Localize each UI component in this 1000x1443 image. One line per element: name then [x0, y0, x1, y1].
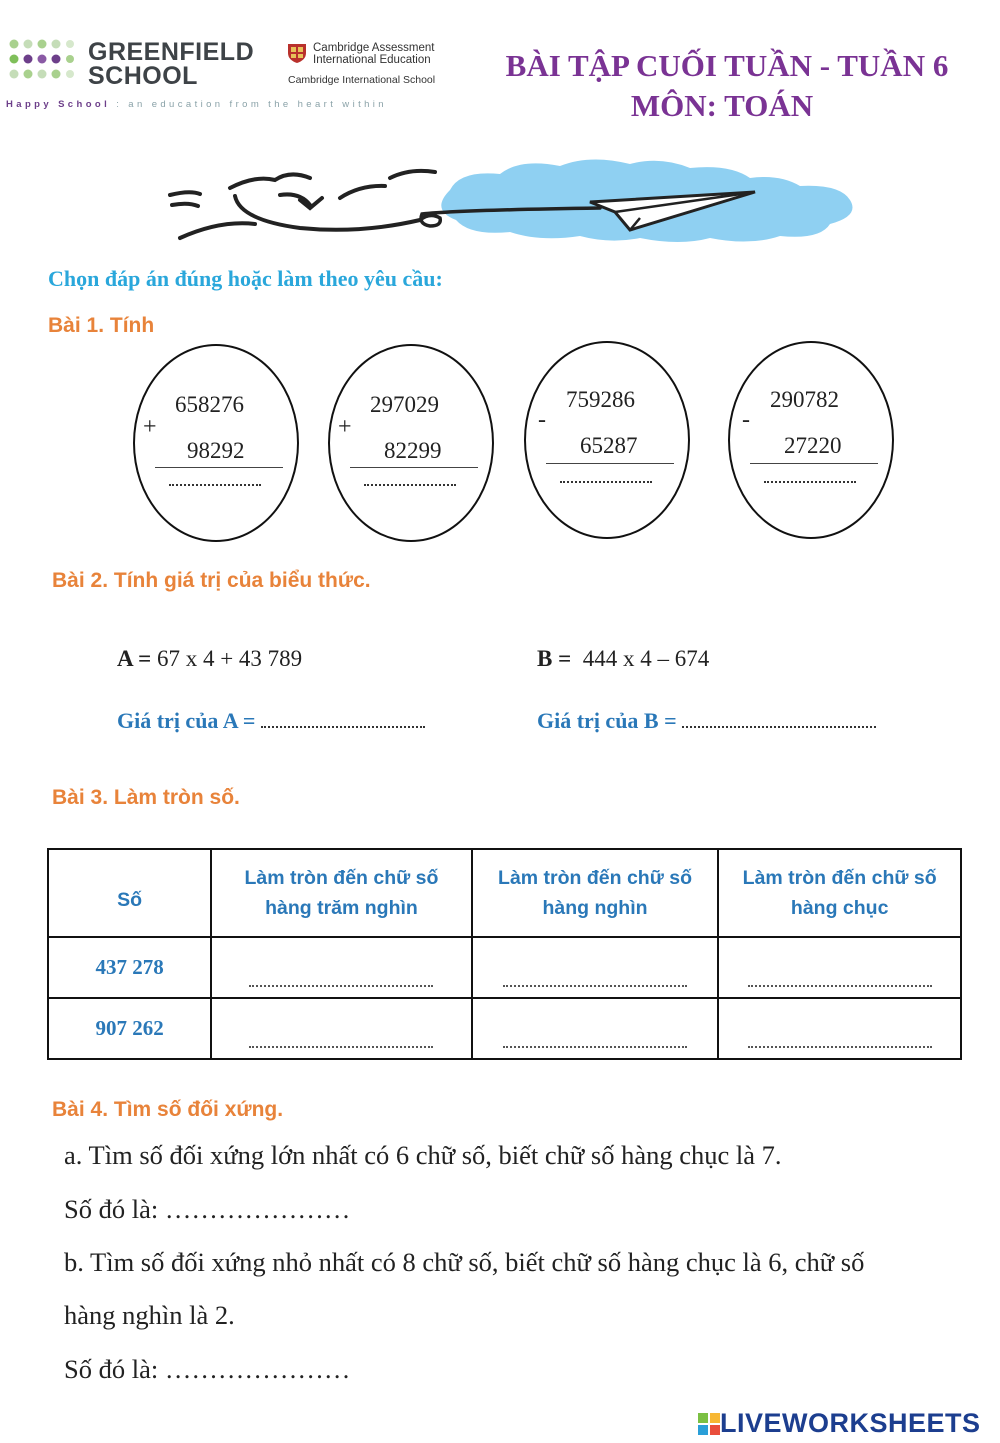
answer-blank[interactable]	[249, 985, 433, 987]
tagline-pre: Happy School	[6, 99, 111, 110]
bai4-answer-b[interactable]: Số đó là: …………………	[64, 1354, 351, 1384]
column-header-tens: Làm tròn đến chữ số hàng chục	[718, 849, 961, 937]
operand-bottom: 27220	[784, 433, 842, 458]
cambridge-line3: Cambridge International School	[288, 74, 436, 86]
liveworksheets-text: LIVEWORKSHEETS	[720, 1408, 981, 1438]
paper-plane-cloud-illustration	[160, 150, 920, 250]
bai4-question-a: a. Tìm số đối xứng lớn nhất có 6 chữ số, biết chữ số hàng chục là 7.	[64, 1140, 782, 1170]
minus-sign: -	[742, 407, 750, 433]
bai4-heading: Bài 4. Tìm số đối xứng.	[52, 1098, 284, 1121]
row-number: 437 278	[48, 937, 211, 998]
operand-top: 658276	[175, 392, 244, 417]
bai4-question-b-line2: hàng nghìn là 2.	[64, 1300, 235, 1330]
answer-cell[interactable]	[211, 998, 472, 1059]
bai2-heading: Bài 2. Tính giá trị của biểu thức.	[52, 569, 371, 592]
bai1-problem-1	[133, 344, 299, 542]
row-number: 907 262	[48, 998, 211, 1059]
bai3-heading: Bài 3. Làm tròn số.	[52, 786, 240, 809]
value-a-row	[117, 708, 425, 734]
cambridge-line2: International Education	[313, 54, 431, 66]
answer-blank[interactable]	[748, 1046, 932, 1048]
school-tagline	[6, 99, 387, 110]
column-header-thousands: Làm tròn đến chữ số hàng nghìn	[472, 849, 719, 937]
column-header-hundred-thousands: Làm tròn đến chữ số hàng trăm nghìn	[211, 849, 472, 937]
operand-bottom: 98292	[187, 438, 245, 463]
rounding-table	[47, 848, 962, 1060]
cambridge-line1: Cambridge Assessment	[313, 42, 435, 54]
liveworksheets-icon	[698, 1413, 720, 1435]
school-name-line1: GREENFIELD	[88, 38, 255, 66]
answer-blank[interactable]	[560, 481, 652, 483]
bai1-heading: Bài 1. Tính	[48, 314, 155, 337]
bai1-problem-4	[728, 341, 894, 539]
answer-blank[interactable]	[503, 985, 687, 987]
bai1-problem-2	[328, 344, 494, 542]
school-logo-dots	[8, 38, 74, 82]
sum-rule	[350, 467, 478, 468]
expression-b-body: 444 x 4 – 674	[582, 646, 710, 671]
expression-b	[537, 646, 709, 672]
answer-blank[interactable]	[764, 481, 856, 483]
expression-a-label: A =	[117, 646, 152, 671]
answer-blank[interactable]	[249, 1046, 433, 1048]
expression-a	[117, 646, 302, 672]
liveworksheets-logo	[698, 1408, 981, 1439]
worksheet-title: BÀI TẬP CUỐI TUẦN - TUẦN 6	[505, 48, 949, 83]
value-b-blank[interactable]	[682, 710, 876, 728]
answer-blank[interactable]	[748, 985, 932, 987]
value-b-row	[537, 708, 876, 734]
school-name	[88, 40, 254, 88]
cambridge-text	[313, 42, 434, 66]
value-b-label: Giá trị của B =	[537, 708, 677, 733]
table-row	[48, 998, 961, 1059]
tagline-post: : an education from the heart within	[116, 99, 387, 110]
sum-rule	[546, 463, 674, 464]
operand-top: 297029	[370, 392, 439, 417]
operand-top: 759286	[566, 387, 635, 412]
answer-cell[interactable]	[718, 998, 961, 1059]
answer-blank[interactable]	[503, 1046, 687, 1048]
instruction-text: Chọn đáp án đúng hoặc làm theo yêu cầu:	[48, 266, 443, 291]
answer-cell[interactable]	[472, 998, 719, 1059]
table-header-row	[48, 849, 961, 937]
bai4-question-b-line1: b. Tìm số đối xứng nhỏ nhất có 8 chữ số, biết chữ số hàng chục là 6, chữ số	[64, 1247, 865, 1277]
answer-cell[interactable]	[718, 937, 961, 998]
answer-cell[interactable]	[472, 937, 719, 998]
plus-sign: +	[143, 414, 157, 440]
value-a-label: Giá trị của A =	[117, 708, 256, 733]
bai4-answer-a[interactable]: Số đó là: …………………	[64, 1194, 351, 1224]
expression-a-body: 67 x 4 + 43 789	[156, 646, 303, 671]
sum-rule	[750, 463, 878, 464]
answer-blank[interactable]	[364, 484, 456, 486]
subject-title: MÔN: TOÁN	[630, 88, 814, 123]
answer-blank[interactable]	[169, 484, 261, 486]
bai1-problem-3	[524, 341, 690, 539]
plus-sign: +	[338, 414, 352, 440]
sum-rule	[155, 467, 283, 468]
operand-top: 290782	[770, 387, 839, 412]
answer-cell[interactable]	[211, 937, 472, 998]
school-name-line2: SCHOOL	[88, 62, 198, 90]
column-header-number: Số	[48, 849, 211, 937]
table-row	[48, 937, 961, 998]
value-a-blank[interactable]	[261, 710, 425, 728]
operand-bottom: 82299	[384, 438, 442, 463]
minus-sign: -	[538, 407, 546, 433]
operand-bottom: 65287	[580, 433, 638, 458]
expression-b-label: B =	[537, 646, 572, 671]
cambridge-shield-icon	[286, 42, 308, 64]
